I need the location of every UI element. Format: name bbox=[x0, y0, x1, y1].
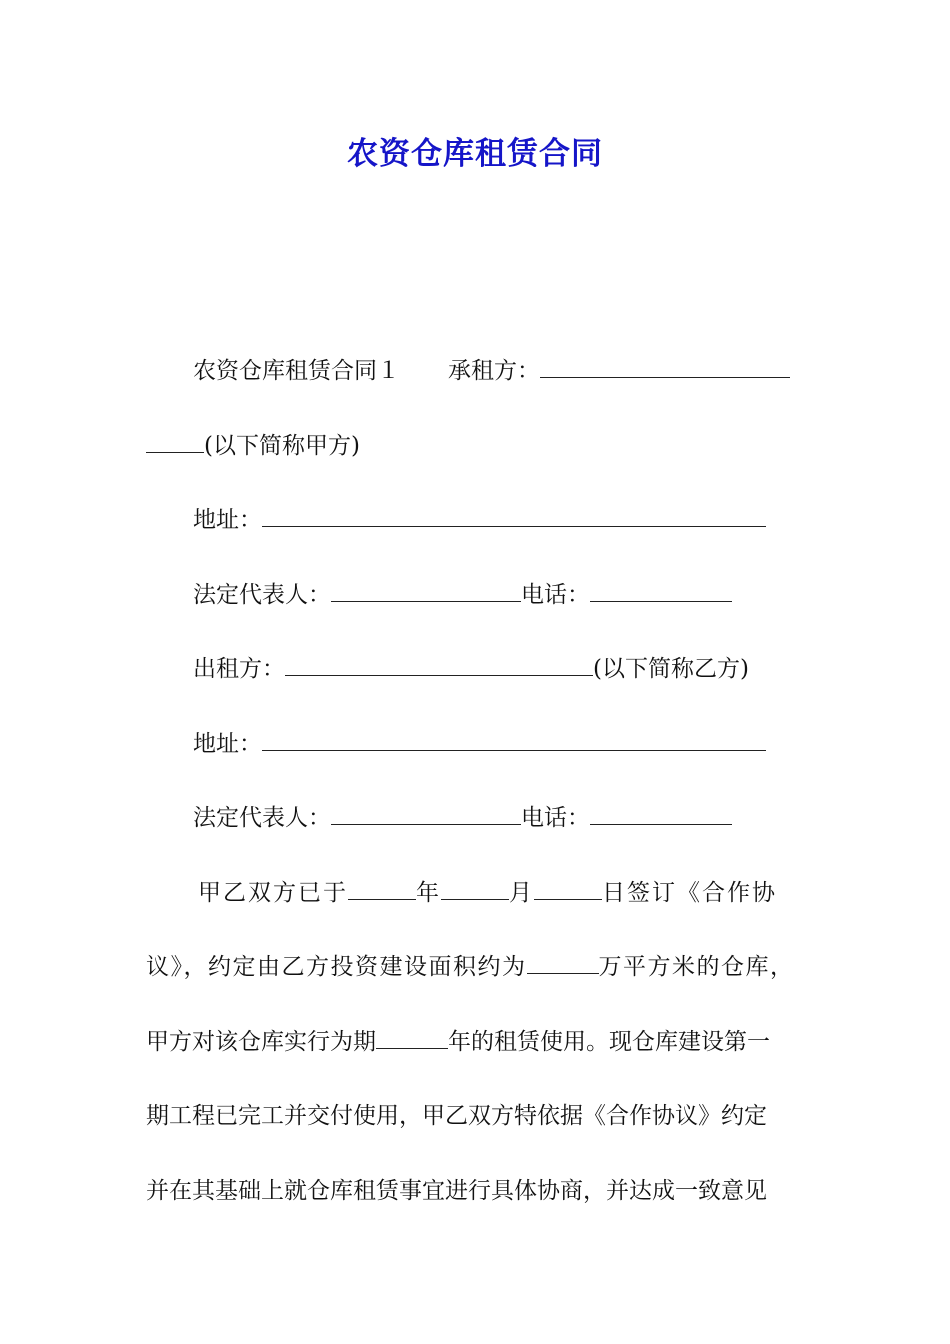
paragraph-line-2 bbox=[146, 930, 810, 1005]
paragraph-text: 并在其基础上就仓库租赁事宜进行具体协商，并达成一致意见 bbox=[146, 1177, 767, 1204]
lessor-line bbox=[146, 632, 810, 707]
month-blank[interactable] bbox=[441, 898, 509, 900]
lessee-blank[interactable] bbox=[540, 376, 790, 378]
phone-label: 电话： bbox=[521, 581, 590, 608]
lessee-line bbox=[146, 334, 810, 409]
lessor-address-blank[interactable] bbox=[262, 749, 766, 751]
paragraph-text: 年的租赁使用。现仓库建设第一 bbox=[448, 1028, 770, 1055]
legal-rep-label: 法定代表人： bbox=[193, 805, 331, 831]
paragraph-text: 年 bbox=[416, 879, 441, 906]
lessor-address-line bbox=[146, 707, 810, 782]
contract-body bbox=[146, 334, 810, 1228]
lessee-label: 承租方： bbox=[448, 358, 540, 384]
paragraph-line-3 bbox=[146, 1005, 810, 1080]
lessee-blank-cont[interactable] bbox=[146, 451, 204, 453]
lessor-label: 出租方： bbox=[193, 656, 285, 682]
lessor-rep-line bbox=[146, 781, 810, 856]
legal-rep-label: 法定代表人： bbox=[193, 581, 331, 608]
paragraph-text: 万平方米的仓库， bbox=[598, 954, 795, 980]
lessee-rep-blank[interactable] bbox=[331, 600, 521, 602]
address-label: 地址： bbox=[193, 730, 262, 757]
paragraph-text: 期工程已完工并交付使用，甲乙双方特依据《合作协议》约定 bbox=[146, 1103, 767, 1129]
lessee-alias: (以下简称甲方) bbox=[204, 432, 360, 459]
day-blank[interactable] bbox=[534, 898, 602, 900]
paragraph-text: 甲乙双方已于 bbox=[198, 879, 348, 906]
lessee-alias-line bbox=[146, 409, 810, 484]
paragraph-line-4 bbox=[146, 1079, 810, 1154]
lessor-rep-blank[interactable] bbox=[331, 823, 521, 825]
paragraph-line-1 bbox=[146, 856, 810, 931]
paragraph-text: 甲方对该仓库实行为期 bbox=[146, 1028, 376, 1055]
address-label: 地址： bbox=[193, 507, 262, 533]
paragraph-text: 月 bbox=[509, 879, 534, 906]
lessee-phone-blank[interactable] bbox=[590, 600, 732, 602]
area-blank[interactable] bbox=[527, 972, 599, 974]
year-blank[interactable] bbox=[348, 898, 416, 900]
lessor-alias: (以下简称乙方) bbox=[593, 656, 749, 682]
lessee-address-blank[interactable] bbox=[262, 525, 766, 527]
lessor-phone-blank[interactable] bbox=[590, 823, 732, 825]
paragraph-text: 日签订《合作协 bbox=[602, 879, 777, 906]
lessor-blank[interactable] bbox=[285, 674, 593, 676]
term-blank[interactable] bbox=[376, 1047, 448, 1049]
document-title: 农资仓库租赁合同 bbox=[347, 136, 603, 172]
lessee-address-line bbox=[146, 483, 810, 558]
paragraph-line-5 bbox=[146, 1154, 810, 1229]
contract-heading: 农资仓库租赁合同１ bbox=[193, 358, 400, 384]
lessee-rep-line bbox=[146, 558, 810, 633]
paragraph-text: 议》，约定由乙方投资建设面积约为 bbox=[146, 954, 527, 980]
phone-label: 电话： bbox=[521, 805, 590, 831]
